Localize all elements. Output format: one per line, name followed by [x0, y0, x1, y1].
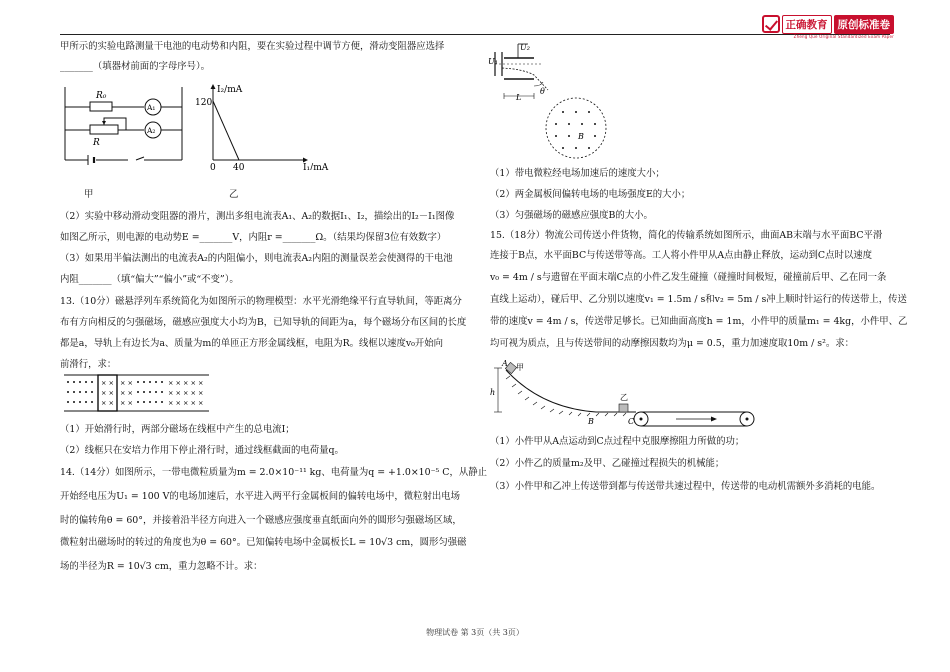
q13-line-4: 前滑行，求：: [60, 359, 117, 370]
svg-text:× × × × ×: × × × × ×: [168, 379, 204, 387]
svg-text:× ×: × ×: [101, 399, 114, 407]
q15-line-3: v₀ = 4m / s与遗留在平面末端C点的小件乙发生碰撞（碰撞时间极短，碰撞前后甲、乙在同一条: [490, 272, 887, 283]
q13-line-1: 13.（10分）磁悬浮列车系统简化为如图所示的物理模型：水平光滑绝缘平行直导轨间，等距离分: [60, 296, 462, 307]
publisher-logo: [762, 14, 895, 34]
caption-jia: 甲: [84, 189, 94, 200]
deflection-magnetic-diagram: [488, 38, 628, 160]
page-footer: 物理试卷 第 3页（共 3页）: [426, 628, 524, 637]
q12-line-3: （3）如果用半偏法测出的电流表A₂的内阻偏小，则电流表A₂内阻的测量误差会使测得的干电池: [60, 253, 453, 264]
q14-sub-2: （2）两金属板间偏转电场的电场强度E的大小；: [490, 189, 691, 200]
q12-line-2: 如图乙所示，则电源的电动势E =_______V，内阻r =_______Ω。（结果均保留3位有效数字）: [60, 232, 447, 243]
q14-line-1: 14.（14分）如图所示，一带电微粒质量为m = 2.0×10⁻¹¹ kg、电荷量为q = +1.0×10⁻⁵ C，从静止: [60, 467, 487, 478]
label-a1: A₁: [147, 103, 156, 112]
q12-line-1: （2）实验中移动滑动变阻器的滑片，测出多组电流表A₁、A₂的数据I₁、I₂，描绘出的I₂－I₁图像: [60, 211, 455, 222]
checkmark-icon: [762, 15, 780, 33]
conveyor-diagram: [486, 358, 776, 430]
graph-origin: 0: [210, 163, 216, 170]
svg-text:× ×: × ×: [120, 389, 133, 397]
q15-line-1: 15.（18分）物流公司传送小件货物，简化的传输系统如图所示，曲面AB末端与水平面BC平滑: [490, 230, 883, 241]
graph-y-label: I₂/mA: [217, 85, 243, 95]
i2-i1-graph: [195, 82, 345, 170]
intro-line-2: _______（填器材前面的字母序号）。: [60, 61, 210, 72]
label-l: L: [516, 93, 522, 102]
maglev-field-diagram: [64, 374, 214, 414]
q15-line-2: 连接于B点，水平面BC与传送带等高。工人将小件甲从A点由静止释放，运动到C点时以速度: [490, 250, 872, 261]
caption-yi: 乙: [229, 189, 239, 200]
q14-line-4: 微粒射出磁场时的转过的角度也为θ = 60°。已知偏转电场中金属板长L = 10√3 cm，圆形匀强磁: [60, 537, 467, 548]
logo-text-a: 正确教育: [782, 15, 832, 34]
logo-subtitle: Zheng Que Original Standardized Exam Paper: [793, 34, 894, 39]
label-c-point: C: [628, 417, 635, 426]
label-a2: A₂: [147, 126, 156, 135]
svg-text:× ×: × ×: [101, 389, 114, 397]
graph-x-tick: 40: [233, 163, 245, 170]
q15-line-4: 直线上运动），碰后甲、乙分别以速度v₁ = 1.5m / s和v₂ = 5m / s冲上顺时针运行的传送带上，传送: [490, 294, 907, 305]
q14-sub-3: （3）匀强磁场的磁感应强度B的大小。: [490, 210, 653, 221]
q15-sub-2: （2）小件乙的质量m₂及甲、乙碰撞过程损失的机械能；: [490, 458, 725, 469]
label-u2: U₂: [520, 43, 530, 52]
label-b: B: [578, 132, 584, 141]
q13-line-2: 布有方向相反的匀强磁场，磁感应强度大小均为B，已知导轨的间距为a，每个磁场分布区间的长度: [60, 317, 467, 328]
label-b-point: B: [588, 417, 594, 426]
q14-sub-1: （1）带电微粒经电场加速后的速度大小；: [490, 168, 665, 179]
q14-line-3: 时的偏转角θ = 60°，并接着沿半径方向进入一个磁感应强度垂直纸面向外的圆形匀强磁场区域，: [60, 515, 462, 526]
q13-sub-1: （1）开始滑行时，两部分磁场在线框中产生的总电流I；: [60, 424, 295, 435]
q14-line-2: 开始经电压为U₁ = 100 V的电场加速后，水平进入两平行金属板间的偏转电场中，微粒射出电场: [60, 491, 460, 502]
q15-line-6: 均可视为质点，且与传送带间的动摩擦因数均为μ = 0.5，重力加速度取10m / s²。求：: [490, 338, 854, 349]
q15-sub-3: （3）小件甲和乙冲上传送带到都与传送带共速过程中，传送带的电动机需额外多消耗的电能。: [490, 481, 881, 492]
q12-line-4: 内阻_______（填“偏大”“偏小”或“不变”）。: [60, 274, 239, 285]
svg-text:× ×: × ×: [120, 379, 133, 387]
svg-text:× × × × ×: × × × × ×: [168, 399, 204, 407]
label-theta: θ: [540, 87, 545, 96]
graph-x-label: I₁/mA: [303, 163, 329, 170]
q13-sub-2: （2）线框只在安培力作用下停止滑行时，通过线框截面的电荷量q。: [60, 445, 344, 456]
header-rule: [60, 34, 890, 35]
label-u1: U₁: [488, 57, 498, 66]
label-h: h: [490, 388, 496, 397]
logo-text-b: 原创标准卷: [834, 15, 895, 34]
q15-line-5: 带的速度v = 4m / s，传送带足够长。已知曲面高度h = 1m，小件甲的质量m₁ = 4kg，小件甲、乙: [490, 316, 908, 327]
label-a: A: [502, 359, 508, 368]
svg-text:× ×: × ×: [101, 379, 114, 387]
svg-text:× ×: × ×: [120, 399, 133, 407]
intro-line-1: 甲所示的实验电路测量干电池的电动势和内阻，要在实验过程中调节方便，滑动变阻器应选择: [60, 41, 445, 52]
q14-line-5: 场的半径为R = 10√3 cm，重力忽略不计。求：: [60, 561, 263, 572]
label-yi: 乙: [620, 393, 628, 402]
label-r0: R₀: [96, 91, 107, 101]
circuit-diagram: [60, 82, 190, 170]
graph-y-tick: 120: [195, 98, 213, 108]
svg-text:× × × × ×: × × × × ×: [168, 389, 204, 397]
label-jia: 甲: [516, 363, 524, 372]
q15-sub-1: （1）小件甲从A点运动到C点过程中克服摩擦阻力所做的功；: [490, 436, 745, 447]
q13-line-3: 都是a，导轨上有边长为a、质量为m的单匝正方形金属线框，电阻为R。线框以速度v₀开始向: [60, 338, 444, 349]
label-r: R: [93, 138, 100, 148]
